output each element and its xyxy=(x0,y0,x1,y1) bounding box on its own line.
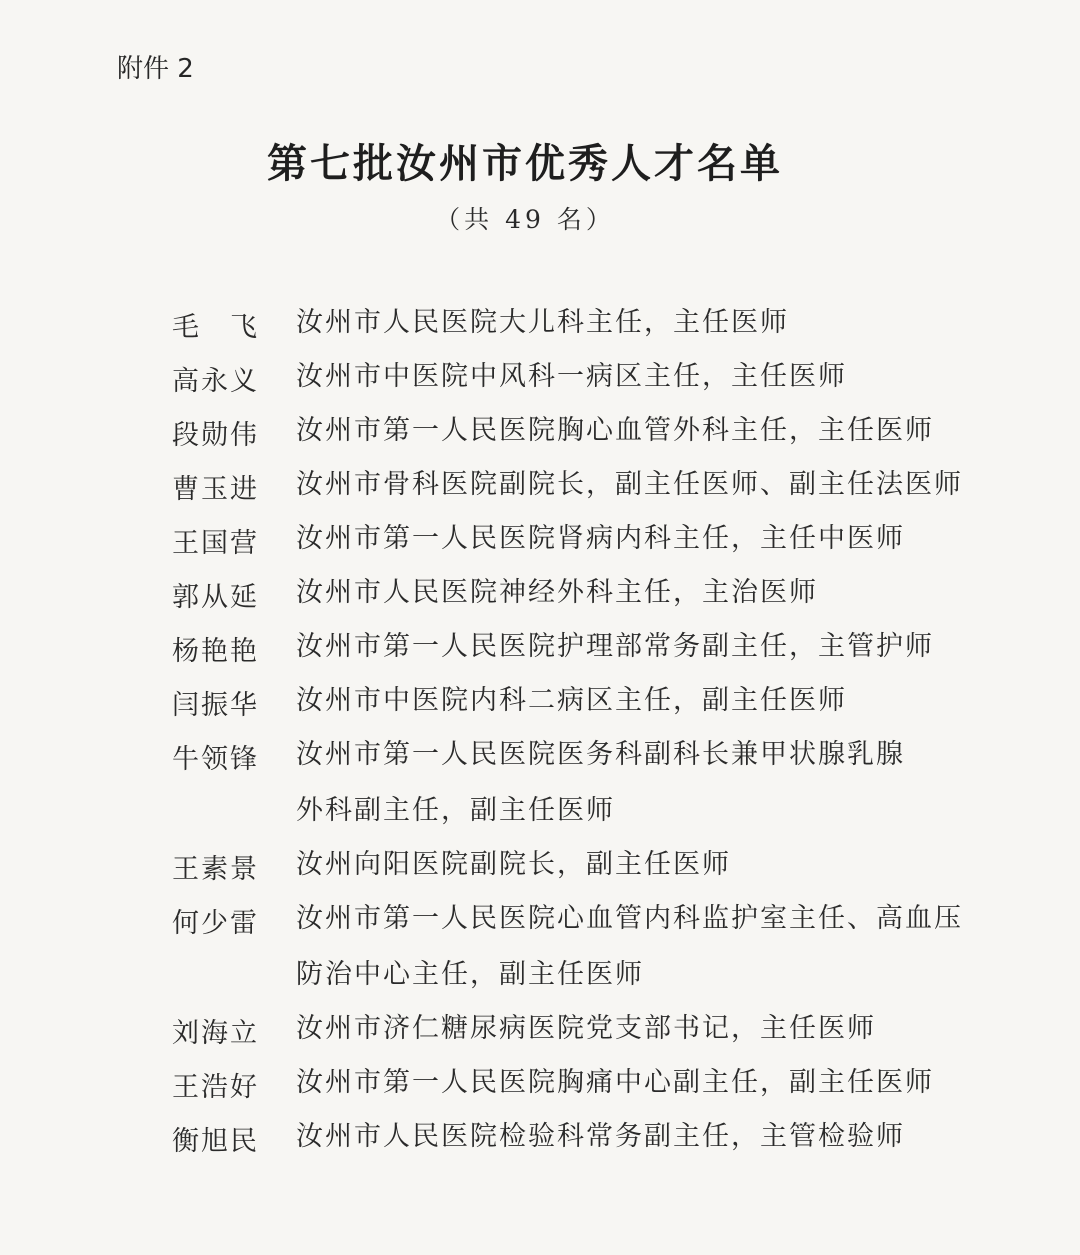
list-item xyxy=(172,901,992,993)
list-item xyxy=(172,847,992,883)
list-item xyxy=(172,521,992,557)
list-item xyxy=(172,359,992,395)
person-description xyxy=(296,901,992,993)
description-line: 汝州市中医院中风科一病区主任，主任医师 xyxy=(296,361,847,392)
person-description xyxy=(296,847,992,883)
description-line: 汝州市第一人民医院胸心血管外科主任，主任医师 xyxy=(296,415,934,446)
document-subtitle: （共 49 名） xyxy=(435,205,615,234)
person-description xyxy=(296,413,992,449)
list-item xyxy=(172,467,992,503)
description-line: 汝州市第一人民医院胸痛中心副主任，副主任医师 xyxy=(296,1067,934,1098)
person-name: 曹玉进 xyxy=(172,474,259,505)
person-description xyxy=(296,467,992,503)
description-line: 外科副主任，副主任医师 xyxy=(296,795,615,826)
person-description xyxy=(296,575,992,611)
person-name: 闫振华 xyxy=(172,690,259,721)
person-name: 王浩好 xyxy=(172,1072,259,1103)
person-description xyxy=(296,737,992,829)
person-name: 刘海立 xyxy=(172,1018,259,1049)
description-line: 汝州市骨科医院副院长，副主任医师、副主任法医师 xyxy=(296,469,963,500)
person-description xyxy=(296,629,992,665)
person-description xyxy=(296,359,992,395)
person-name: 何少雷 xyxy=(172,908,259,939)
description-line: 汝州市人民医院神经外科主任，主治医师 xyxy=(296,577,818,608)
list-item xyxy=(172,575,992,611)
list-item xyxy=(172,305,992,341)
person-description xyxy=(296,1119,992,1155)
description-line: 汝州市第一人民医院心血管内科监护室主任、高血压 xyxy=(296,903,963,934)
list-item xyxy=(172,1011,992,1047)
description-line: 汝州向阳医院副院长，副主任医师 xyxy=(296,849,731,880)
person-name: 高永义 xyxy=(172,366,259,397)
person-name: 衡旭民 xyxy=(172,1126,259,1157)
description-line: 汝州市第一人民医院护理部常务副主任，主管护师 xyxy=(296,631,934,662)
description-line: 防治中心主任，副主任医师 xyxy=(296,959,644,990)
document-title: 第七批汝州市优秀人才名单 xyxy=(267,140,783,187)
description-line: 汝州市中医院内科二病区主任，副主任医师 xyxy=(296,685,847,716)
person-name: 牛领锋 xyxy=(172,744,259,775)
talent-list xyxy=(172,305,992,1173)
attachment-label: 附件 2 xyxy=(117,54,194,84)
description-line: 汝州市济仁糖尿病医院党支部书记，主任医师 xyxy=(296,1013,876,1044)
person-name: 郭从延 xyxy=(172,582,259,613)
list-item xyxy=(172,629,992,665)
person-name: 王素景 xyxy=(172,854,259,885)
description-line: 汝州市人民医院检验科常务副主任，主管检验师 xyxy=(296,1121,905,1152)
description-line: 汝州市第一人民医院医务科副科长兼甲状腺乳腺 xyxy=(296,739,905,770)
person-name: 杨艳艳 xyxy=(172,636,259,667)
person-name: 段勋伟 xyxy=(172,420,259,451)
list-item xyxy=(172,1119,992,1155)
person-description xyxy=(296,521,992,557)
description-line: 汝州市人民医院大儿科主任，主任医师 xyxy=(296,307,789,338)
list-item xyxy=(172,737,992,829)
person-description xyxy=(296,683,992,719)
list-item xyxy=(172,413,992,449)
list-item xyxy=(172,683,992,719)
person-description xyxy=(296,1011,992,1047)
description-line: 汝州市第一人民医院肾病内科主任，主任中医师 xyxy=(296,523,905,554)
person-name: 毛 飞 xyxy=(172,312,259,343)
person-name: 王国营 xyxy=(172,528,259,559)
list-item xyxy=(172,1065,992,1101)
person-description xyxy=(296,1065,992,1101)
person-description xyxy=(296,305,992,341)
